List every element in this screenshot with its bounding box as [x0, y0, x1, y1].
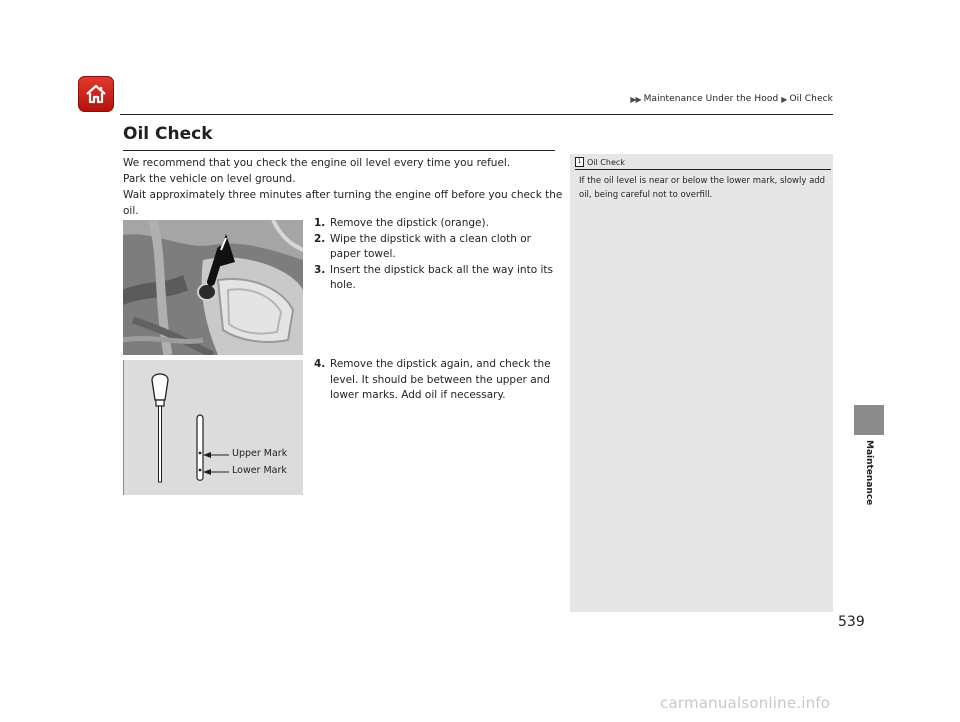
step-text: Remove the dipstick (orange). — [330, 217, 489, 229]
title-divider — [123, 150, 555, 151]
home-button[interactable] — [78, 76, 114, 112]
upper-mark-label: Upper Mark — [232, 448, 288, 459]
step-number: 2. — [314, 232, 326, 245]
steps-list-upper — [314, 216, 558, 294]
intro-line: We recommend that you check the engine oil level every time you refuel. — [123, 157, 511, 169]
triangle-right-icon: ▶ — [781, 94, 787, 104]
lower-mark-label: Lower Mark — [232, 465, 287, 476]
page-number: 539 — [838, 614, 865, 630]
list-item — [314, 232, 558, 263]
sidebar-note-panel — [570, 154, 833, 612]
step-number: 3. — [314, 263, 326, 276]
intro-text — [123, 155, 563, 219]
page-title: Oil Check — [123, 124, 213, 144]
breadcrumb-link-maintenance-under-hood[interactable]: Maintenance Under the Hood — [643, 94, 779, 104]
chapter-tab-label: Maintenance — [864, 440, 874, 506]
step-text: Insert the dipstick back all the way into its hole. — [330, 263, 553, 291]
header-divider — [120, 114, 833, 115]
home-icon — [84, 83, 108, 105]
step-number: 1. — [314, 217, 326, 229]
watermark-text: carmanualsonline.info — [660, 694, 831, 712]
step-number: 4. — [314, 358, 326, 370]
breadcrumb-link-oil-check[interactable]: Oil Check — [789, 94, 833, 104]
list-item — [314, 357, 558, 404]
engine-bay-image — [123, 220, 303, 355]
breadcrumb — [630, 94, 833, 104]
intro-line: Park the vehicle on level ground. — [123, 173, 296, 185]
sidebar-note-body: If the oil level is near or below the lower mark, slowly add oil, being careful not to overfill. — [579, 176, 826, 200]
chapter-tab-marker[interactable] — [854, 405, 884, 435]
steps-list-lower — [314, 357, 558, 404]
note-marker-icon: 1 — [575, 157, 584, 167]
triangle-right-icon: ▶▶ — [630, 94, 641, 104]
intro-line: Wait approximately three minutes after turning the engine off before you check the oil. — [123, 189, 563, 217]
list-item — [314, 216, 558, 232]
step-text: Remove the dipstick again, and check the level. It should be between the upper and lower marks. Add oil if necessary. — [330, 358, 551, 401]
sidebar-note-title[interactable]: Oil Check — [587, 157, 625, 167]
step-text: Wipe the dipstick with a clean cloth or paper towel. — [330, 232, 531, 260]
sidebar-note-header — [575, 157, 625, 167]
list-item — [314, 263, 558, 294]
sidebar-note-divider — [575, 169, 831, 170]
dipstick-image — [123, 360, 303, 495]
